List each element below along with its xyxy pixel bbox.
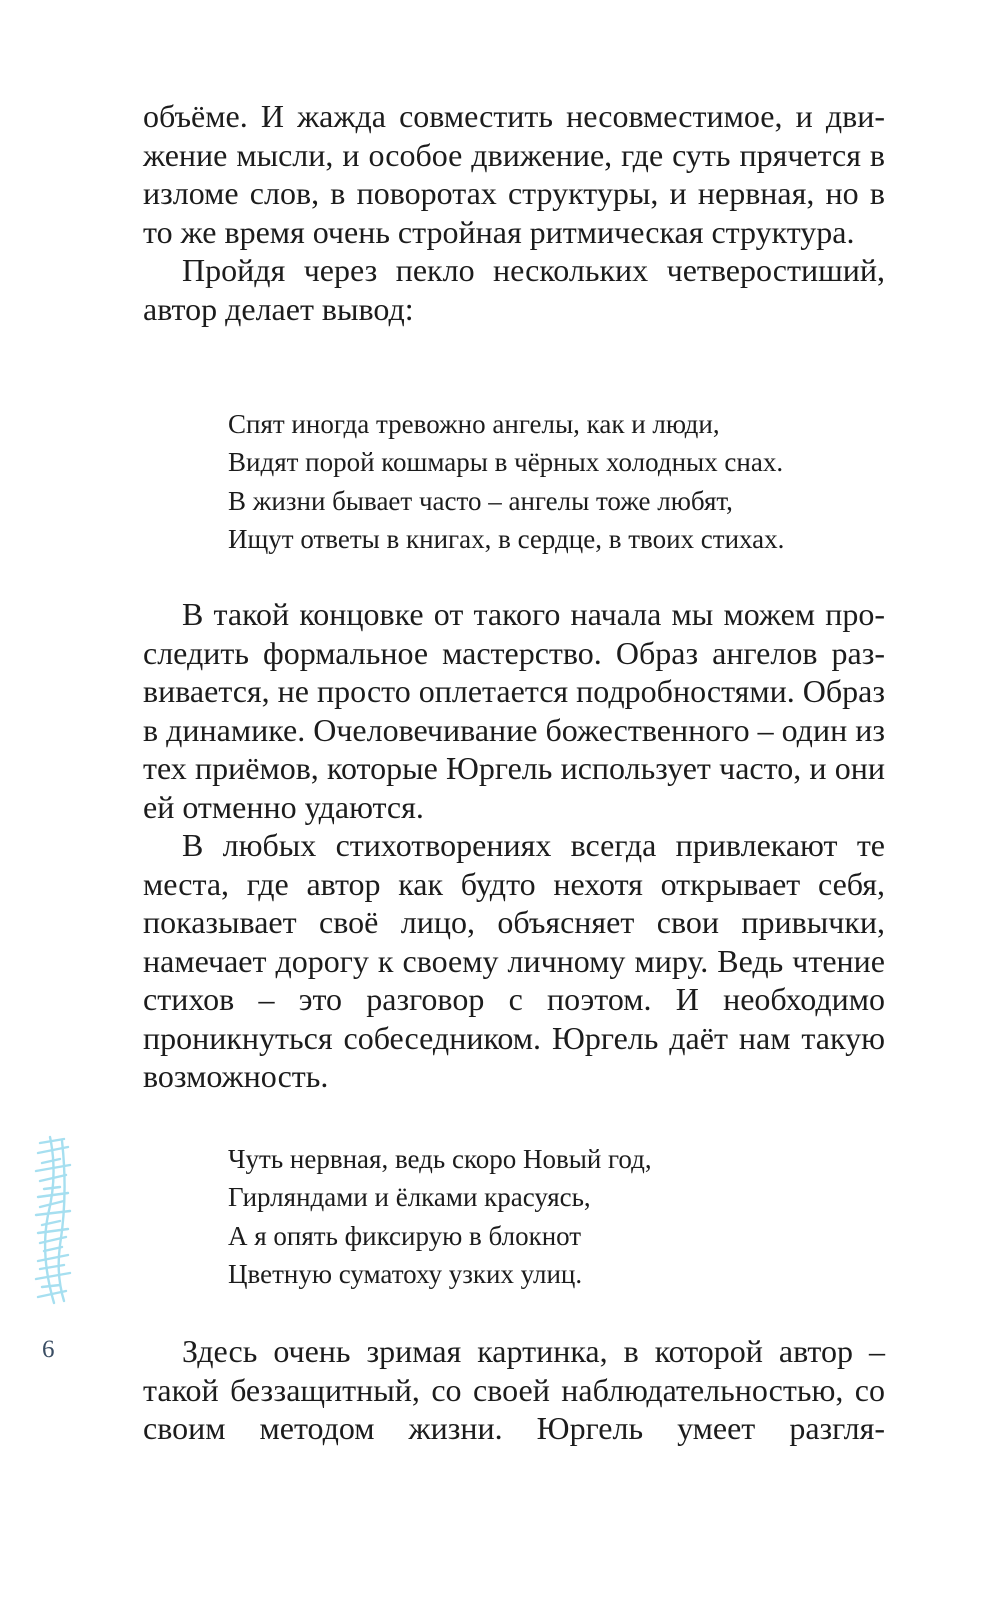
verse-line: Спят иногда тревожно ангелы, как и люди, (228, 409, 720, 439)
paragraph-group-bottom (143, 1332, 885, 1448)
verse-quote-new-year (228, 1140, 652, 1293)
side-ornament-icon (30, 1135, 78, 1305)
paragraph-group-middle (143, 595, 885, 1096)
verse-line: В жизни бывает часто – ангелы тоже любят, (228, 485, 733, 516)
verse-line: А я опять фиксирую в блокнот (228, 1220, 582, 1251)
verse-quote-angels (228, 405, 784, 558)
paragraph-group-top (143, 97, 885, 328)
verse-line: Чуть нервная, ведь скоро Новый год, (228, 1144, 652, 1174)
verse-line: Цветную суматоху узких улиц. (228, 1258, 583, 1289)
paragraph-mastery: В такой концовке от такого начала мы можем проследить формальное мастерство. Образ ангелов развивается, не просто оплетается подробностями. Образ в динамике. Очеловечивание божественного – один из тех приёмов, которые Юргель использует часто, и они ей отменно удаются. (143, 596, 885, 825)
paragraph-intro: объёме. И жажда совместить несовместимое, и движение мысли, и особое движение, где суть прячется в изломе слов, в поворотах структуры, и нервная, но в то же время очень стройная ритмическая структура. (143, 98, 885, 250)
paragraph-poems: В любых стихотворениях всегда привлекают те места, где автор как будто нехотя открывает себя, показывает своё лицо, объясняет свои привычки, намечает дорогу к своему личному миру. Ведь чтение стихов – это разговор с поэтом. И необходимо проникнуться собеседником. Юргель даёт нам такую возможность. (143, 827, 885, 1094)
verse-line: Видят порой кошмары в чёрных холодных снах. (228, 447, 784, 478)
verse-line: Ищут ответы в книгах, в сердце, в твоих стихах. (228, 523, 785, 554)
verse-line: Гирляндами и ёлками красуясь, (228, 1182, 591, 1213)
paragraph-lead-in: Пройдя через пекло нескольких четверостиший, автор делает вывод: (143, 252, 885, 327)
paragraph-picture: Здесь очень зримая картинка, в которой автор – такой беззащитный, со своей наблюдательностью, со своим методом жизни. Юргель умеет разгля- (143, 1333, 885, 1446)
page-number: 6 (42, 1336, 55, 1363)
